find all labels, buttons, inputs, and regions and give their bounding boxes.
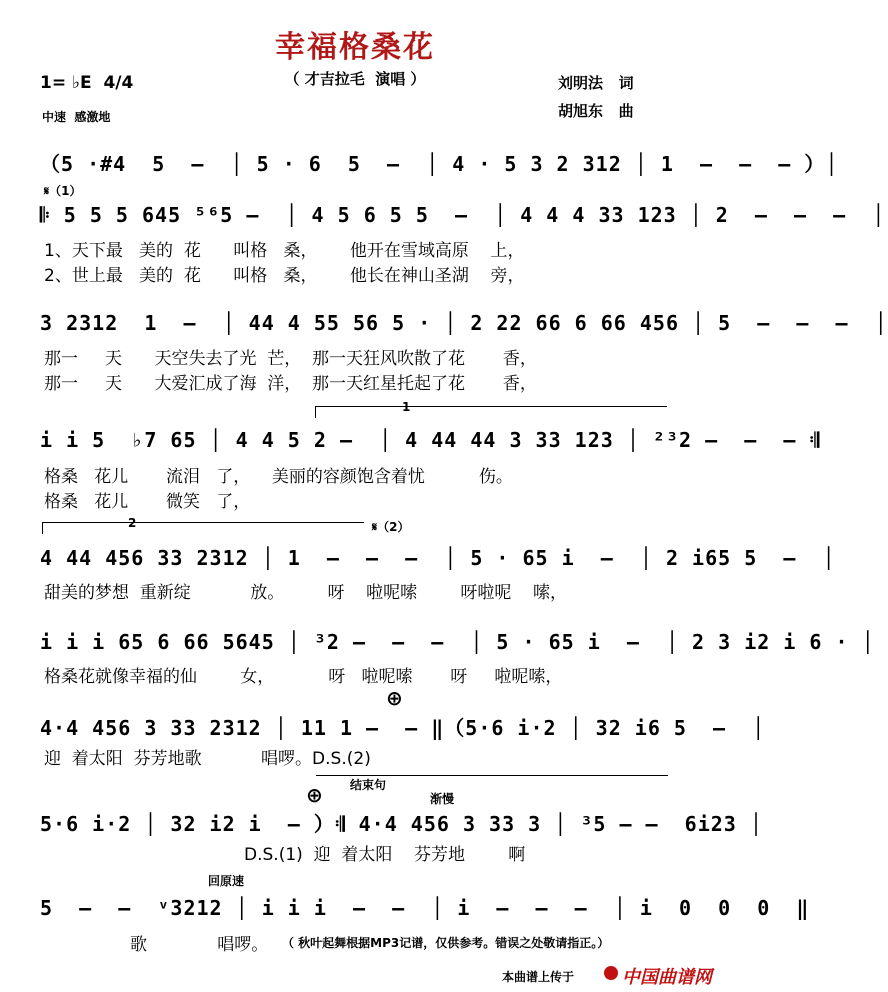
segno-marker-2: 𝄋（2） [372, 520, 410, 534]
score-row-6-lyric: 迎 着太阳 芬芳地歌 唱啰。D.S.(2) [44, 749, 371, 769]
performer-credit: （ 才吉拉毛 演唱 ） [284, 70, 426, 88]
score-row-7-lyric: D.S.(1) 迎 着太阳 芬芳地 啊 [244, 845, 526, 865]
lyricist-credit: 刘明法 词 [558, 74, 634, 92]
site-logo[interactable]: 中国曲谱网 [622, 967, 712, 988]
score-row-1-notes: 𝄆 5 5 5 645 ⁵⁶5 – │ 4 5 6 5 5 – │ 4 4 4 33 123 │ 2 – – – │ [40, 203, 886, 227]
song-title: 幸福格桑花 [275, 30, 435, 65]
score-row-8-notes: 5 – – ᵛ3212 │ i i i – – │ i – – – │ i 0 0 0 ‖ [40, 896, 810, 920]
score-row-3-lyric-verse-2: 格桑 花儿 微笑 了， [44, 492, 251, 512]
ending-1-bracket [315, 406, 667, 407]
ritardando-label: 渐慢 [430, 792, 455, 806]
score-row-3-lyric-verse-1: 格桑 花儿 流泪 了， 美丽的容颜饱含着忧 伤。 [44, 467, 513, 487]
transcription-note: （ 秋叶起舞根据MP3记谱，仅供参考。错误之处敬请指正。） [282, 936, 610, 950]
score-row-4-notes: 4 44 456 33 2312 │ 1 – – – │ 5 · 65 i – │ 2 i65 5 – │ [40, 546, 836, 570]
coda-sign-icon: ⊕ [386, 686, 403, 710]
score-row-3-notes: i i 5 ♭7 65 │ 4 4 5 2 – │ 4 44 44 3 33 123 │ ²³2 – – – 𝄇 [40, 428, 821, 452]
score-row-7-notes: 5·6 i·2 │ 32 i2 i – ）𝄇 4·4 456 3 33 3 │ ³5 – – 6i23 │ [40, 812, 763, 836]
score-row-2-lyric-verse-2: 那一 天 大爱汇成了海 洋， 那一天红星托起了花 香， [44, 374, 537, 394]
score-row-4-lyric: 甜美的梦想 重新绽 放。 呀 啦呢嗦 呀啦呢 嗦， [44, 583, 567, 603]
ending-phrase-label: 结束句 [350, 778, 387, 792]
score-row-1-lyric-verse-2: 2、世上最 美的 花 叫格 桑， 他长在神山圣湖 旁， [44, 266, 525, 286]
segno-marker-1: 𝄋（1） [44, 184, 82, 198]
ending-1-bracket-left [315, 406, 316, 418]
site-logo-icon [604, 966, 618, 980]
ending-1-label: 1 [402, 400, 411, 414]
a-tempo-label: 回原速 [208, 874, 245, 888]
ending-2-label: 2 [128, 516, 137, 530]
ending-2-bracket-left [42, 522, 43, 534]
upload-credit: 本曲谱上传于 [502, 970, 575, 984]
coda-sign-icon-2: ⊕ [306, 783, 323, 807]
key-signature: 1= ♭E 4/4 [40, 73, 134, 93]
tempo-mood: 中速 感激地 [42, 110, 111, 124]
score-row-2-notes: 3 2312 1 – │ 44 4 55 56 5 · │ 2 22 66 6 66 456 │ 5 – – – │ [40, 311, 888, 335]
composer-credit: 胡旭东 曲 [558, 102, 634, 120]
score-row-5-notes: i i i 65 6 66 5645 │ ³2 – – – │ 5 · 65 i – │ 2 3 i2 i 6 · │ [40, 630, 875, 654]
ending-2-bracket [42, 522, 364, 523]
intro-notes: （5 ·#4 5 – │ 5 · 6 5 – │ 4 · 5 3 2 312 │ 1 – – – ）│ [40, 152, 839, 176]
score-row-6-notes: 4·4 456 3 33 2312 │ 11 1 – – ‖（5·6 i·2 │ 32 i6 5 – │ [40, 716, 766, 740]
score-row-1-lyric-verse-1: 1、天下最 美的 花 叫格 桑， 他开在雪域高原 上， [44, 241, 525, 261]
score-row-5-lyric: 格桑花就像幸福的仙 女， 呀 啦呢嗦 呀 啦呢嗦， [44, 667, 563, 687]
score-row-2-lyric-verse-1: 那一 天 天空失去了光 芒， 那一天狂风吹散了花 香， [44, 349, 537, 369]
score-row-8-lyric: 歌 唱啰。 [130, 935, 269, 955]
